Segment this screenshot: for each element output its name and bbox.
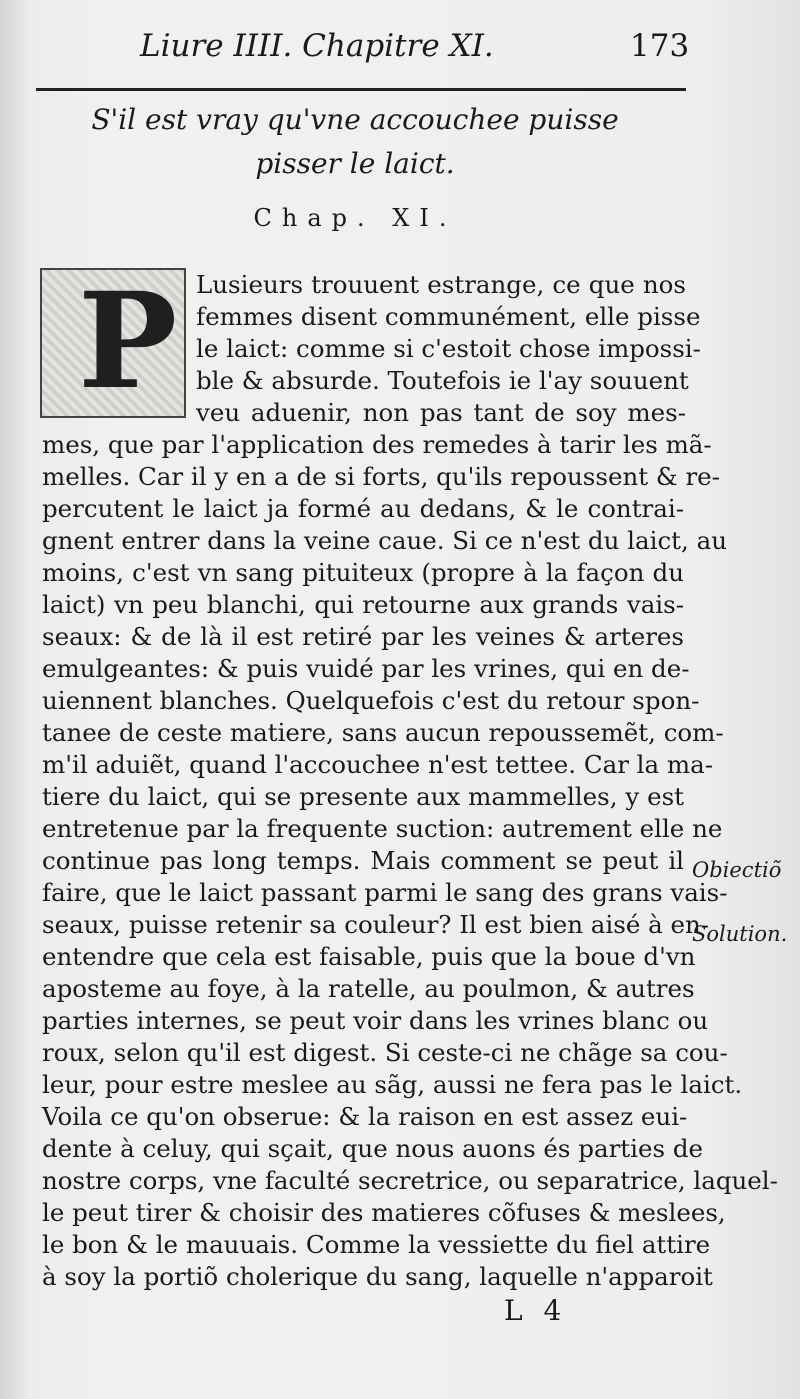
text-line: femmes disent communément, elle pisse	[196, 302, 701, 331]
chapter-heading: Chap. XI.	[253, 204, 457, 232]
text-line: leur, pour estre meslee au sãg, aussi ne fera pas le laict.	[42, 1070, 743, 1099]
page-number: 173	[630, 28, 690, 64]
text-line: ble & absurde. Toutefois ie l'ay souuent	[196, 366, 689, 395]
margin-note-solution: Solution.	[692, 922, 788, 946]
text-line: mes, que par l'application des remedes à tarir les mã-	[42, 430, 712, 459]
text-line: veu aduenir, non pas tant de soy mes-	[196, 398, 686, 427]
page-header	[140, 28, 700, 78]
text-line: dente à celuy, qui sçait, que nous auons és parties de	[42, 1134, 704, 1163]
text-line: aposteme au foye, à la ratelle, au poulmon, & autres	[42, 974, 695, 1003]
text-line: parties internes, se peut voir dans les vrines blanc ou	[42, 1006, 709, 1035]
text-line: entendre que cela est faisable, puis que la boue d'vn	[42, 942, 696, 971]
text-line: gnent entrer dans la veine caue. Si ce n'est du laict, au	[42, 526, 727, 555]
text-line: tiere du laict, qui se presente aux mammelles, y est	[42, 782, 684, 811]
chapter-title	[60, 98, 650, 186]
text-line: à soy la portiõ cholerique du sang, laquelle n'apparoit	[42, 1262, 713, 1291]
text-line: Lusieurs trouuent estrange, ce que nos	[196, 270, 686, 299]
margin-note-objection: Obiectiõ	[692, 858, 782, 882]
text-line: faire, que le laict passant parmi le sang des grans vais-	[42, 878, 728, 907]
text-line: le bon & le mauuais. Comme la vessiette du fiel attire	[42, 1230, 711, 1259]
text-line: m'il aduiẽt, quand l'accouchee n'est tettee. Car la ma-	[42, 750, 714, 779]
title-line: S'il est vray qu'vne accouchee puisse	[91, 103, 619, 136]
text-line: laict) vn peu blanchi, qui retourne aux grands vais-	[42, 590, 684, 619]
drop-cap-letter: P	[78, 264, 178, 419]
text-line: tanee de ceste matiere, sans aucun repoussemẽt, com-	[42, 718, 724, 747]
running-title: Liure IIII. Chapitre XI.	[140, 28, 494, 64]
ornamental-drop-cap	[40, 264, 186, 419]
signature-mark: L 4	[504, 1294, 568, 1327]
text-line: moins, c'est vn sang pituiteux (propre à la façon du	[42, 558, 684, 587]
text-line: uiennent blanches. Quelquefois c'est du retour spon-	[42, 686, 700, 715]
text-line: melles. Car il y en a de si forts, qu'ils repoussent & re-	[42, 462, 720, 491]
text-line: seaux, puisse retenir sa couleur? Il est bien aisé à en-	[42, 910, 710, 939]
text-line: continue pas long temps. Mais comment se peut il	[42, 846, 684, 875]
text-line: percutent le laict ja formé au dedans, & le contrai-	[42, 494, 684, 523]
text-line: le laict: comme si c'estoit chose impossi-	[196, 334, 701, 363]
text-line: emulgeantes: & puis vuidé par les vrines, qui en de-	[42, 654, 690, 683]
text-line: le peut tirer & choisir des matieres cõfuses & meslees,	[42, 1198, 726, 1227]
title-line: pisser le laict.	[255, 147, 455, 180]
text-line: nostre corps, vne faculté secretrice, ou separatrice, laquel-	[42, 1166, 778, 1195]
text-line: seaux: & de là il est retiré par les veines & arteres	[42, 622, 684, 651]
text-line: roux, selon qu'il est digest. Si ceste-ci ne chãge sa cou-	[42, 1038, 728, 1067]
text-line: entretenue par la frequente suction: autrement elle ne	[42, 814, 723, 843]
text-line: Voila ce qu'on obserue: & la raison en est assez eui-	[42, 1102, 688, 1131]
header-rule	[36, 88, 686, 91]
